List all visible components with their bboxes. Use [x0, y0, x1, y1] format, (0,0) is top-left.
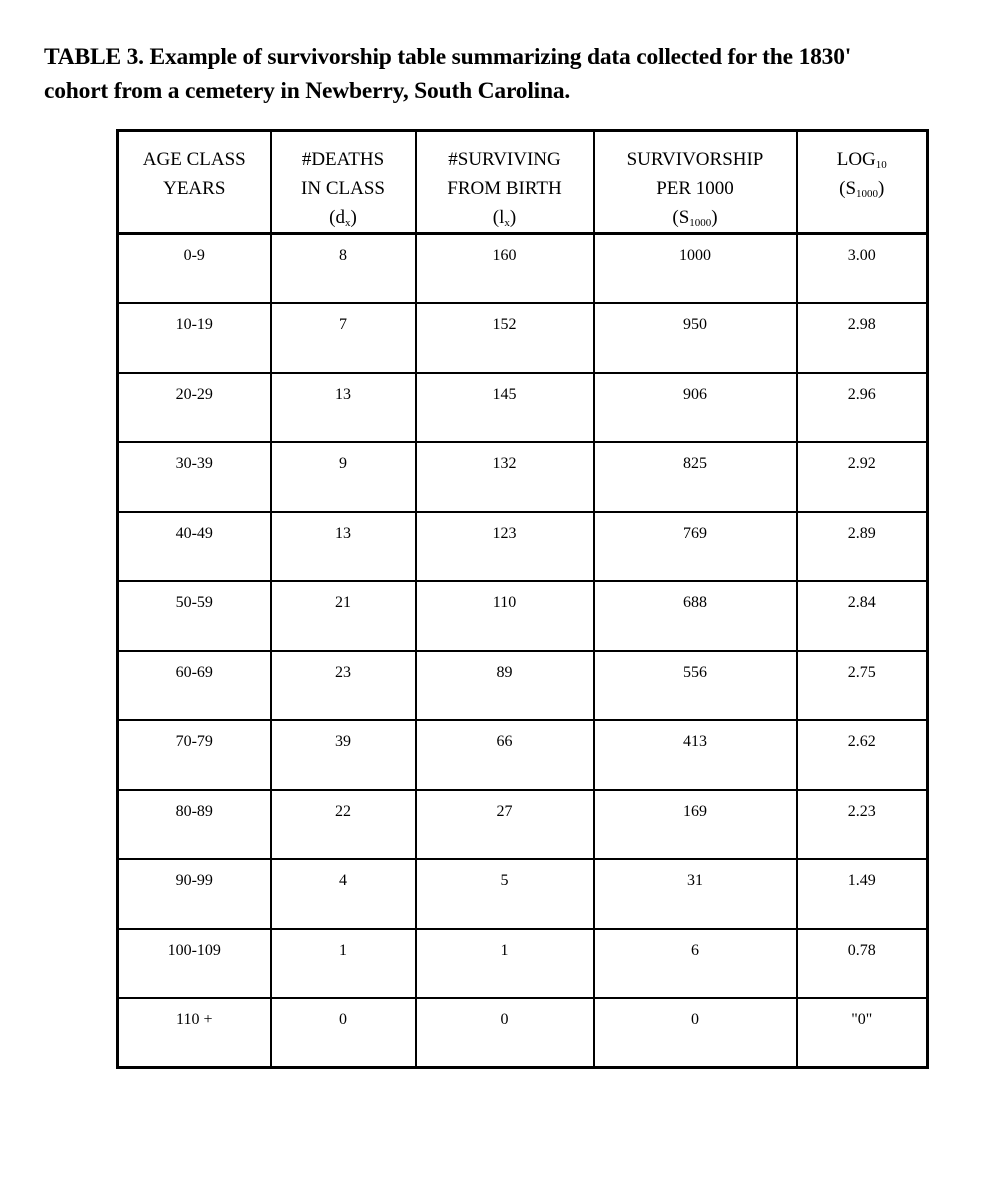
survivorship-table [116, 129, 929, 1069]
table-row [118, 790, 928, 860]
cell-log: 1.49 [797, 859, 928, 929]
header-log-symbol: $(S_{1000})$ [839, 178, 885, 200]
cell-survivorship: 0 [594, 998, 797, 1068]
header-deaths-symbol-letter: d [335, 207, 345, 228]
cell-age-class: 20-29 [118, 373, 271, 443]
cell-log: 2.98 [797, 303, 928, 373]
cell-deaths: 39 [271, 720, 416, 790]
table-body [118, 234, 928, 1068]
header-deaths [271, 131, 416, 234]
header-surviving [416, 131, 594, 234]
header-log-base: 10 [875, 159, 887, 171]
header-surviving-line-1: #SURVIVING [448, 149, 561, 170]
cell-age-class: 40-49 [118, 512, 271, 582]
cell-age-class: 110 + [118, 998, 271, 1068]
table-row [118, 442, 928, 512]
cell-log: 2.89 [797, 512, 928, 582]
header-survivorship-line-2: PER 1000 [656, 178, 734, 199]
cell-age-class: 100-109 [118, 929, 271, 999]
cell-log: 2.62 [797, 720, 928, 790]
cell-age-class: 90-99 [118, 859, 271, 929]
cell-deaths: 13 [271, 373, 416, 443]
header-log-symbol-sub: 1000 [856, 188, 879, 200]
cell-deaths: 1 [271, 929, 416, 999]
header-age-class-line-1: AGE CLASS [142, 149, 246, 170]
cell-survivorship: 6 [594, 929, 797, 999]
cell-surviving: 110 [416, 581, 594, 651]
cell-log: 2.92 [797, 442, 928, 512]
header-survivorship-symbol-sub: 1000 [689, 217, 712, 229]
caption-line-2: cohort from a cemetery in Newberry, South Carolina. [44, 78, 571, 104]
header-survivorship-symbol-letter: S [678, 207, 690, 228]
cell-survivorship: 825 [594, 442, 797, 512]
cell-survivorship: 950 [594, 303, 797, 373]
cell-survivorship: 556 [594, 651, 797, 721]
cell-log: 3.00 [797, 234, 928, 304]
header-row [118, 131, 928, 234]
table-row [118, 512, 928, 582]
table-row [118, 929, 928, 999]
header-log-label [798, 145, 927, 174]
cell-age-class: 50-59 [118, 581, 271, 651]
cell-survivorship: 769 [594, 512, 797, 582]
header-surviving-line-2: FROM BIRTH [447, 178, 562, 199]
cell-surviving: 145 [416, 373, 594, 443]
header-deaths-line-1: #DEATHS [301, 149, 385, 170]
table-row [118, 234, 928, 304]
cell-survivorship: 413 [594, 720, 797, 790]
header-survivorship-line-1: SURVIVORSHIP [626, 149, 764, 170]
header-surviving-symbol-sub: x [504, 217, 510, 229]
cell-log: 2.75 [797, 651, 928, 721]
header-age-class [118, 131, 271, 234]
cell-surviving: 132 [416, 442, 594, 512]
caption-line-1: TABLE 3. Example of survivorship table summarizing data collected for the 1830' [44, 44, 852, 70]
cell-deaths: 4 [271, 859, 416, 929]
cell-surviving: 160 [416, 234, 594, 304]
header-deaths-line-2: IN CLASS [301, 178, 385, 199]
cell-deaths: 23 [271, 651, 416, 721]
header-survivorship-symbol: $(S_{1000})$ [672, 207, 718, 229]
cell-deaths: 21 [271, 581, 416, 651]
cell-surviving: 27 [416, 790, 594, 860]
table-row [118, 859, 928, 929]
cell-surviving: 152 [416, 303, 594, 373]
cell-surviving: 5 [416, 859, 594, 929]
cell-deaths: 22 [271, 790, 416, 860]
cell-age-class: 60-69 [118, 651, 271, 721]
table-row [118, 581, 928, 651]
cell-deaths: 9 [271, 442, 416, 512]
cell-surviving: 66 [416, 720, 594, 790]
header-age-class-line-2: YEARS [163, 178, 226, 199]
cell-log: 2.84 [797, 581, 928, 651]
cell-survivorship: 688 [594, 581, 797, 651]
cell-age-class: 30-39 [118, 442, 271, 512]
cell-deaths: 8 [271, 234, 416, 304]
table-row [118, 303, 928, 373]
cell-age-class: 10-19 [118, 303, 271, 373]
cell-log: 0.78 [797, 929, 928, 999]
header-log [797, 131, 928, 234]
cell-deaths: 0 [271, 998, 416, 1068]
cell-log: 2.96 [797, 373, 928, 443]
table-row [118, 651, 928, 721]
header-surviving-symbol-letter: l [499, 207, 505, 228]
cell-deaths: 13 [271, 512, 416, 582]
cell-log: 2.23 [797, 790, 928, 860]
cell-surviving: 89 [416, 651, 594, 721]
cell-log: "0" [851, 1011, 873, 1028]
cell-age-class: 0-9 [118, 234, 271, 304]
cell-surviving: 123 [416, 512, 594, 582]
table-caption [44, 40, 989, 108]
cell-surviving: 0 [416, 998, 594, 1068]
cell-survivorship: 31 [594, 859, 797, 929]
header-deaths-symbol-sub: x [345, 217, 351, 229]
cell-age-class: 70-79 [118, 720, 271, 790]
cell-survivorship: 906 [594, 373, 797, 443]
cell-survivorship: 169 [594, 790, 797, 860]
cell-survivorship: 1000 [594, 234, 797, 304]
header-log-text: LOG [836, 149, 876, 170]
table-row [118, 998, 928, 1068]
header-log-symbol-letter: S [845, 178, 857, 199]
table-row [118, 373, 928, 443]
cell-deaths: 7 [271, 303, 416, 373]
header-surviving-symbol: $(l_x)$ [492, 207, 517, 229]
cell-surviving: 1 [416, 929, 594, 999]
cell-age-class: 80-89 [118, 790, 271, 860]
header-deaths-symbol: $(d_x)$ [329, 207, 357, 229]
table-row [118, 720, 928, 790]
header-survivorship [594, 131, 797, 234]
